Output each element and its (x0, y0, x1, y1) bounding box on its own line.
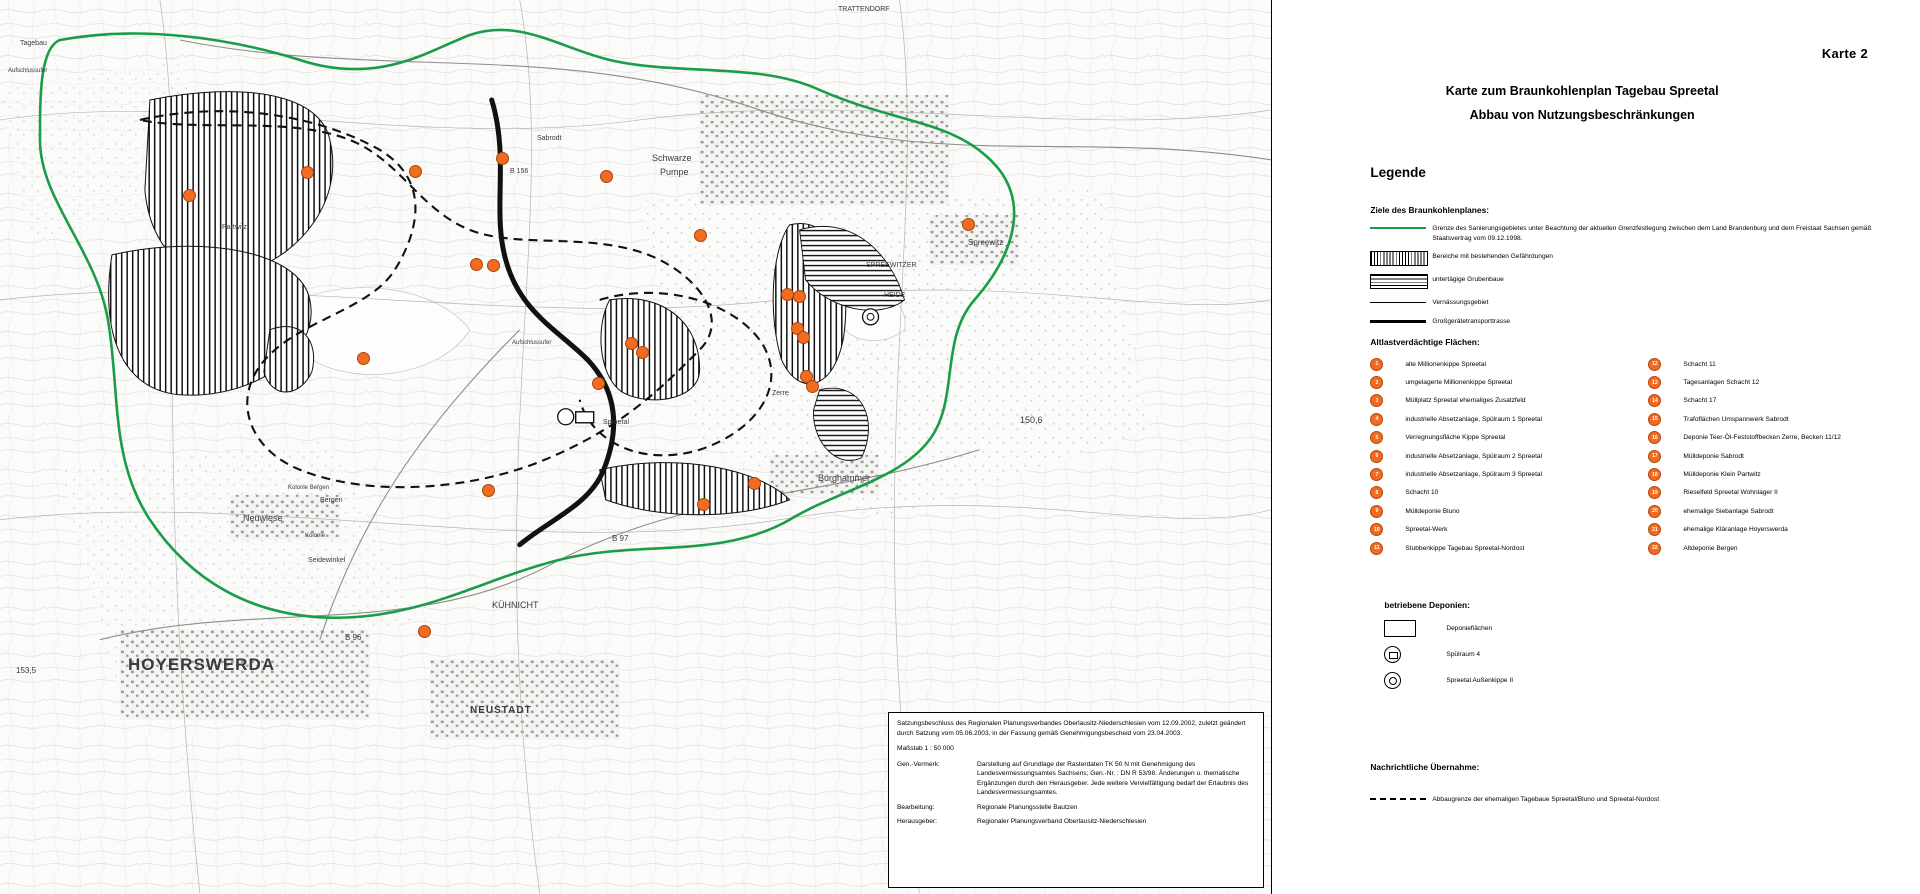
map-altlast-marker[interactable] (496, 152, 509, 165)
map-place-label: Pumpe (660, 167, 689, 177)
altlasten-marker-icon: 11 (1370, 542, 1383, 555)
altlasten-item-label: Schacht 17 (1683, 397, 1717, 405)
altlasten-item-label: Deponie Teer-Öl-Feststoffbecken Zerre, Becken 11/12 (1683, 434, 1841, 442)
altlasten-item-label: Müllplatz Spreetal ehemaliges Zusatzfeld (1405, 397, 1526, 405)
altlasten-item-label: Stubbenkippe Tagebau Spreetal-Nordost (1405, 544, 1525, 552)
altlasten-item-label: umgelagerte Millionenkippe Spreetal (1405, 379, 1513, 387)
altlasten-item (1648, 521, 1900, 539)
legend-item-label: Grenze des Sanierungsgebietes unter Beachtung der aktuellen Grenzfestlegung zwischen dem Land Brandenburg und dem Freistaat Sachsen gemäß Staatsvertrag vom 09.12.1998. (1432, 225, 1872, 242)
map-place-label: Zerre (772, 390, 789, 397)
altlasten-marker-icon: 16 (1648, 431, 1661, 444)
deponie-area-symbol (576, 412, 594, 423)
inset-row (897, 760, 1255, 798)
map-place-label: Seidewinkel (308, 557, 346, 564)
inset-row-value: Darstellung auf Grundlage der Rasterdaten TK 50 N mit Genehmigung des Landesvermessungsamtes Sachsens; Gen.-Nr. : DN R 53/98. Änderungen u. thematische Ergänzungen durch den Herausgeber. Jede weitere Vervielfältigung bedarf der Erlaubnis des Landesvermessungsamtes. (977, 760, 1249, 797)
horizontal-hatch-icon (1370, 274, 1432, 289)
map-place-label: Schwarze (652, 153, 692, 163)
altlasten-item (1370, 502, 1622, 520)
map-altlast-marker[interactable] (183, 189, 196, 202)
rect-icon (1384, 620, 1446, 637)
legend-panel (1272, 0, 1920, 894)
altlasten-item-label: ehemalige Kläranlage Hoyerswerda (1683, 526, 1788, 534)
map-altlast-marker[interactable] (636, 346, 649, 359)
altlasten-marker-icon: 10 (1370, 523, 1383, 536)
sheet-number: Karte 2 (1821, 46, 1868, 61)
map-place-label: Burghammer (818, 473, 871, 483)
map-place-label: 150,6 (1020, 415, 1043, 425)
altlasten-item (1648, 502, 1900, 520)
map-place-label: Partwitz (222, 224, 247, 231)
inset-row (897, 803, 1255, 813)
altlasten-marker-icon: 4 (1370, 413, 1383, 426)
legend-section-deponien (1384, 600, 1804, 689)
altlasten-item (1648, 429, 1900, 447)
altlasten-marker-icon: 18 (1648, 468, 1661, 481)
legend-item-underground (1370, 274, 1890, 289)
map-place-label: 153,5 (16, 666, 37, 675)
legend-item-label: untertägige Grubenbaue (1432, 276, 1504, 284)
map-place-label: Kolonie (305, 533, 326, 539)
map-place-label: Spreetal (603, 419, 630, 426)
altlasten-item (1370, 465, 1622, 483)
circle-square-icon (1384, 646, 1446, 663)
altlasten-item (1648, 447, 1900, 465)
map-altlast-marker[interactable] (301, 166, 314, 179)
altlasten-item-label: Altdeponie Bergen (1683, 544, 1738, 552)
map-altlast-marker[interactable] (806, 380, 819, 393)
legend-item-label: Vernässungsgebiet (1432, 299, 1489, 307)
altlasten-marker-icon: 6 (1370, 450, 1383, 463)
dashed-line-icon (1370, 794, 1432, 800)
altlasten-marker-icon: 3 (1370, 394, 1383, 407)
altlasten-item (1370, 355, 1622, 373)
map-altlast-marker[interactable] (748, 477, 761, 490)
map-altlast-marker[interactable] (357, 352, 370, 365)
altlasten-marker-icon: 5 (1370, 431, 1383, 444)
map-altlast-marker[interactable] (781, 288, 794, 301)
altlasten-item-label: industrielle Absetzanlage, Spülraum 1 Spreetal (1405, 415, 1543, 423)
map-altlast-marker[interactable] (592, 377, 605, 390)
altlasten-item-label: Schacht 11 (1683, 360, 1716, 368)
altlasten-item-label: Verregnungsfläche Kippe Spreetal (1405, 434, 1506, 442)
altlasten-item-label: Rieselfeld Spreetal Wohnlager II (1683, 489, 1778, 497)
sheet-title (1272, 84, 1892, 122)
altlasten-item (1370, 373, 1622, 391)
circle-circle-icon (1384, 672, 1446, 689)
altlasten-item (1370, 484, 1622, 502)
altlasten-item-label: Mülldeponie Bluno (1405, 507, 1460, 515)
map-altlast-marker[interactable] (482, 484, 495, 497)
map-altlast-marker[interactable] (409, 165, 422, 178)
inset-statute-text: Satzungsbeschluss des Regionalen Planungsverbandes Oberlausitz-Niederschlesien vom 12.09.2002, zuletzt geändert durch Satzung vom 05.06.2003, in der Fassung gemäß Genehmigungsbescheid vom 23.04.2003. (897, 720, 1246, 737)
legend-item-label: Bereiche mit bestehenden Gefährdungen (1432, 253, 1553, 261)
map-altlast-marker[interactable] (697, 498, 710, 511)
deponien-item-label: Deponieflächen (1446, 625, 1493, 632)
altlasten-item (1648, 392, 1900, 410)
altlasten-item-label: Trafoflächen Umspannwerk Sabrodt (1683, 415, 1789, 423)
altlasten-item (1370, 521, 1622, 539)
legend-section-altlasten (1370, 337, 1900, 557)
inset-row-key: Bearbeitung: (897, 803, 935, 811)
legend-item-wetland (1370, 297, 1890, 308)
deponien-item-label: Spreetal Außenkippe II (1446, 677, 1514, 684)
inset-row-key: Herausgeber: (897, 818, 937, 826)
inset-row (897, 817, 1255, 827)
inset-row-value: Regionaler Planungsverband Oberlausitz-Niederschlesien (977, 818, 1147, 826)
map-place-label: Kolonie Bergen (288, 485, 330, 491)
altlasten-title: Altlastverdächtige Flächen: (1370, 337, 1480, 347)
legend-heading: Legende (1370, 165, 1426, 180)
altlasten-item-label: alte Millionenkippe Spreetal (1405, 360, 1486, 368)
deponien-item-spuelraum4 (1384, 646, 1804, 663)
thick-line-icon (1370, 316, 1432, 323)
map-place-label: HOYERSWERDA (128, 655, 276, 674)
altlasten-item-label: Mülldeponie Klein Partwitz (1683, 471, 1761, 479)
map-altlast-marker[interactable] (418, 625, 431, 638)
thin-line-icon (1370, 297, 1432, 303)
ziele-title: Ziele des Braunkohlenplanes: (1370, 205, 1490, 215)
legend-item-hazard (1370, 251, 1890, 266)
inset-row-key: Gen.-Vermerk: (897, 760, 940, 768)
altlasten-item (1370, 392, 1622, 410)
altlasten-marker-icon: 8 (1370, 486, 1383, 499)
altlasten-column-left (1370, 355, 1622, 557)
map-altlast-marker[interactable] (600, 170, 613, 183)
map-place-label: TRATTENDORF (838, 6, 890, 13)
legend-item-transport-route (1370, 316, 1890, 327)
altlasten-marker-icon: 21 (1648, 523, 1661, 536)
altlasten-item-label: ehemalige Siebanlage Sabrodt (1683, 507, 1774, 515)
map-altlast-marker[interactable] (962, 218, 975, 231)
map-place-label: B 156 (510, 168, 529, 175)
altlasten-item-label: Tagesanlagen Schacht 12 (1683, 379, 1760, 387)
legend-item-boundary (1370, 223, 1890, 243)
inset-scale: Maßstab 1 : 50 000 (897, 745, 954, 753)
altlasten-marker-icon: 2 (1370, 376, 1383, 389)
map-inset-note (888, 712, 1264, 888)
deponien-title: betriebene Deponien: (1384, 600, 1470, 610)
altlasten-marker-icon: 15 (1648, 413, 1661, 426)
altlasten-item-label: Spreetal-Werk (1405, 526, 1448, 534)
altlasten-item (1648, 465, 1900, 483)
altlasten-item (1370, 429, 1622, 447)
map-place-label: Tagebau (20, 40, 47, 47)
altlasten-marker-icon: 12 (1648, 358, 1661, 371)
map-altlast-marker[interactable] (487, 259, 500, 272)
deponien-item-area (1384, 620, 1804, 637)
altlasten-marker-icon: 13 (1648, 376, 1661, 389)
altlasten-item (1648, 355, 1900, 373)
altlasten-item-label: Mülldeponie Sabrodt (1683, 452, 1744, 460)
altlasten-marker-icon: 7 (1370, 468, 1383, 481)
altlasten-marker-icon: 20 (1648, 505, 1661, 518)
nachrichtlich-item (1370, 794, 1890, 805)
map-place-label: Aufschlussufer (8, 68, 48, 74)
altlasten-item (1370, 539, 1622, 557)
spuelraum4-symbol (558, 409, 574, 425)
map-place-label: HEIDE (884, 292, 906, 299)
altlasten-marker-icon: 17 (1648, 450, 1661, 463)
map-place-label: Sabrodt (537, 135, 562, 142)
map-place-label: SPREEWITZER (866, 262, 917, 269)
nachrichtlich-item-label: Abbaugrenze der ehemaligen Tagebaue Spreetal/Bluno und Spreetal-Nordost (1432, 796, 1660, 803)
map-place-label: NEUSTADT (470, 705, 532, 716)
altlasten-marker-icon: 22 (1648, 542, 1661, 555)
green-line-icon (1370, 223, 1432, 229)
title-line-2: Abbau von Nutzungsbeschränkungen (1469, 108, 1695, 122)
altlasten-marker-icon: 14 (1648, 394, 1661, 407)
vertical-hatch-icon (1370, 251, 1432, 266)
altlasten-item (1648, 484, 1900, 502)
altlasten-item (1370, 410, 1622, 428)
map-place-label: Aufschlussufer (512, 340, 552, 346)
map-place-label: Bergen (320, 497, 343, 504)
map-altlast-marker[interactable] (793, 290, 806, 303)
legend-section-ziele (1370, 205, 1890, 326)
altlasten-item-label: Schacht 10 (1405, 489, 1439, 497)
altlasten-marker-icon: 9 (1370, 505, 1383, 518)
altlasten-column-right (1648, 355, 1900, 557)
altlasten-item-label: industrielle Absetzanlage, Spülraum 2 Spreetal (1405, 452, 1543, 460)
altlasten-item (1648, 539, 1900, 557)
altlasten-marker-icon: 1 (1370, 358, 1383, 371)
nachrichtlich-title: Nachrichtliche Übernahme: (1370, 762, 1480, 772)
map-place-label: B 96 (345, 633, 362, 642)
legend-item-label: Großgerätetransporttrasse (1432, 317, 1511, 325)
map-altlast-marker[interactable] (797, 331, 810, 344)
deponien-item-aussenkippe (1384, 672, 1804, 689)
deponien-item-label: Spülraum 4 (1446, 651, 1481, 658)
map-place-label: KÜHNICHT (492, 600, 539, 610)
altlasten-item (1370, 447, 1622, 465)
map-altlast-marker[interactable] (694, 229, 707, 242)
altlasten-item-label: industrielle Absetzanlage, Spülraum 3 Spreetal (1405, 471, 1543, 479)
altlasten-marker-icon: 19 (1648, 486, 1661, 499)
map-place-label: Neuwiese (243, 513, 283, 523)
title-line-1: Karte zum Braunkohlenplan Tagebau Spreetal (1445, 84, 1719, 98)
legend-section-nachrichtlich (1370, 762, 1890, 805)
map-altlast-marker[interactable] (470, 258, 483, 271)
altlasten-item (1648, 410, 1900, 428)
map-place-label: Spreewitz (968, 238, 1004, 247)
inset-row-value: Regionale Planungsstelle Bautzen (977, 803, 1078, 811)
map-place-label: B 97 (612, 534, 629, 543)
altlasten-item (1648, 373, 1900, 391)
